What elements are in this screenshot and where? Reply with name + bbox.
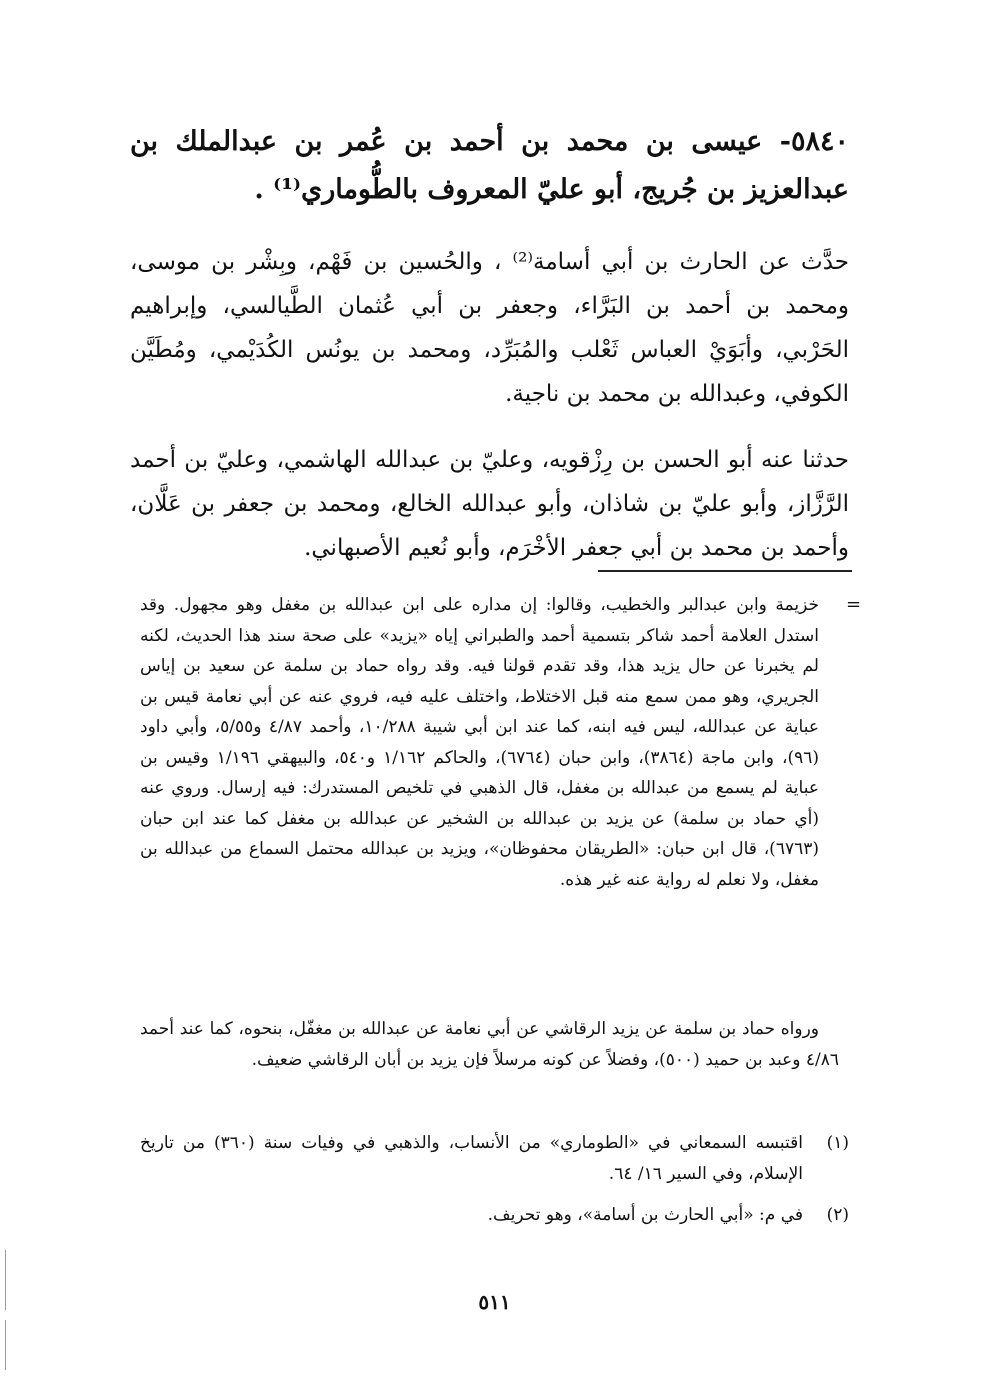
footnote-number: (٢) xyxy=(826,1205,849,1225)
footnote-number: (١) xyxy=(826,1133,849,1153)
scan-edge-mark xyxy=(5,1250,6,1310)
footnote-separator xyxy=(598,570,852,572)
narrators-from-paragraph: حدَّث عن الحارث بن أبي أسامة⁽²⁾ ، والحُسين بن فَهْم، وبِشْر بن موسى، ومحمد بن أحمد بن البَرَّاء، وجعفر بن أبي عُثمان الطَّيالسي، وإبراهيم الحَرْبي، وأبَوَيْ العباس ثَعْلب والمُبَرِّد، ومحمد بن يونُس الكُدَيْمي، ومُطَيَّن الكوفي، وعبدالله بن محمد بن ناجية. xyxy=(130,249,849,407)
narrators-to-paragraph: حدثنا عنه أبو الحسن بن رِزْقويه، وعليّ بن عبدالله الهاشمي، وعليّ بن أحمد الرَّزَّاز، وأبو عليّ بن شاذان، وأبو عبدالله الخالع، ومحمد بن جعفر بن عَلَّان، وأحمد بن محمد بن أبي جعفر الأخْرَم، وأبو نُعيم الأصبهاني. xyxy=(130,447,849,561)
footnote-1 xyxy=(140,1128,849,1190)
page-number: ٥١١ xyxy=(478,1290,511,1314)
footnote-continuation-paragraph: ورواه حماد بن سلمة عن يزيد الرقاشي عن أبي نعامة عن عبدالله بن مغفّل، بنحوه، كما عند أحمد ٤/٨٦ وعبد بن حميد (٥٠٠)، وفضلاً عن كونه مرسلاً فإن يزيد بن أبان الرقاشي ضعيف. xyxy=(140,1019,839,1070)
footnote-text: في م: «أبي الحارث بن أسامة»، وهو تحريف. xyxy=(487,1205,803,1225)
footnote-2 xyxy=(140,1200,849,1231)
entry-heading: ٥٨٤٠- عيسى بن محمد بن أحمد بن عُمر بن عبدالملك بن عبدالعزيز بن جُريج، أبو عليّ المعروف بالطُّوماري⁽¹⁾ . xyxy=(130,126,849,205)
footnote-text: اقتبسه السمعاني في «الطوماري» من الأنساب، والذهبي في وفيات سنة (٣٦٠) من تاريخ الإسلام، وفي السير ١٦/ ٦٤. xyxy=(140,1133,803,1184)
footnote-continuation: خزيمة وابن عبدالبر والخطيب، وقالوا: إن مداره على ابن عبدالله بن مغفل وهو مجهول. وقد استدل العلامة أحمد شاكر بتسمية أحمد والطبراني إياه «يزيد» على صحة سند هذا الحديث، لكنه لم يخبرنا عن حال يزيد هذا، وقد تقدم قولنا فيه. وقد رواه حماد بن سلمة عن سعيد بن إياس الجريري، وهو ممن سمع منه قبل الاختلاط، واختلف عليه فيه، فروي عنه عن أبي نعامة قيس بن عباية عن عبدالله، ليس فيه ابنه، كما عند ابن أبي شيبة ١٠/٢٨٨، وأحمد ٤/٨٧ و٥/٥٥، وأبي داود (٩٦)، وابن ماجة (٣٨٦٤)، وابن حبان (٦٧٦٤)، والحاكم ١/١٦٢ و٥٤٠، والبيهقي ١/١٩٦ وقيس بن عباية لم يسمع من عبدالله بن مغفل، قال الذهبي في تلخيص المستدرك: فيه إرسال. وروي عنه (أي حماد بن سلمة) عن يزيد بن عبدالله بن الشخير عن عبدالله بن مغفل كما عند ابن حبان (٦٧٦٣)، قال ابن حبان: «الطريقان محفوظان»، ويزيد بن عبدالله محتمل السماع من عبدالله بن مغفل، ولا نعلم له رواية عنه غير هذه. xyxy=(140,595,819,890)
footnote-continuation-mark: = xyxy=(846,594,862,615)
scan-edge-mark xyxy=(5,1320,6,1370)
